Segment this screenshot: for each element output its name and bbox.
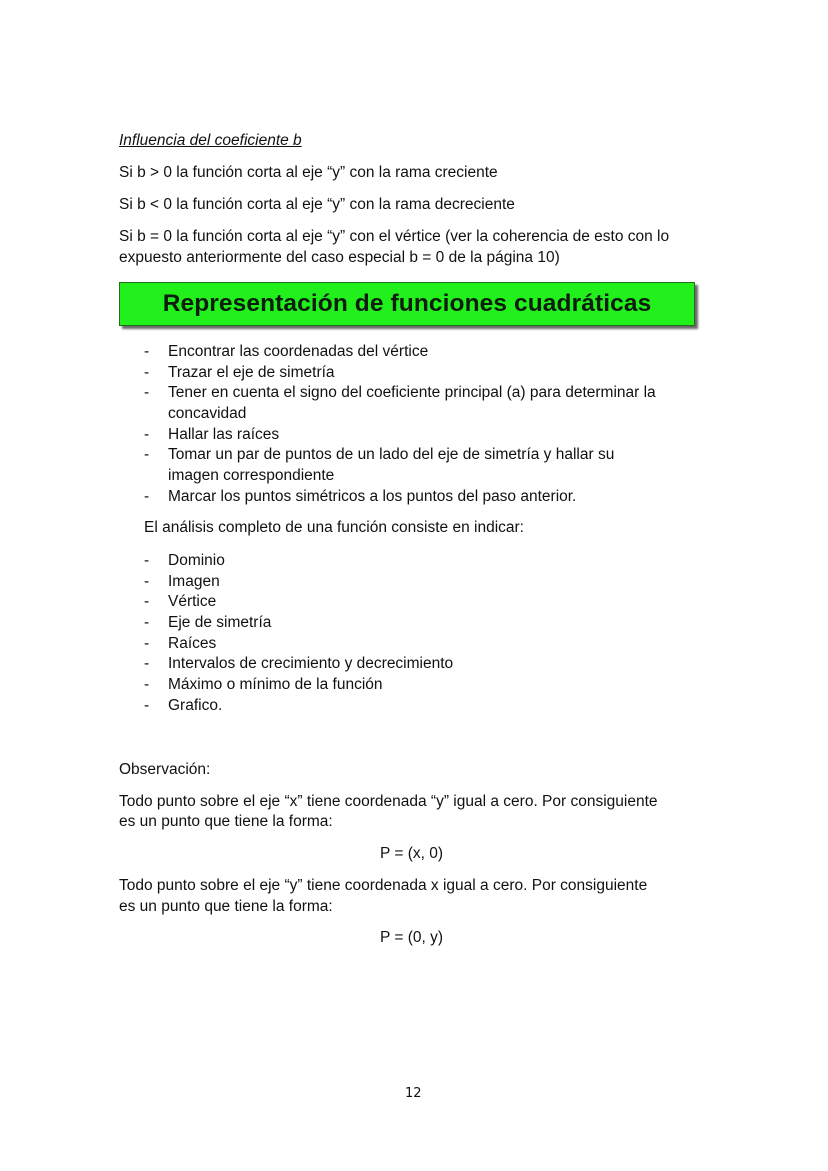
formula-y-axis-point: P = (0, y) [380,929,444,946]
observation-title: Observación: [119,761,211,778]
list-item: Marcar los puntos simétricos a los puntos del paso anterior. [168,488,577,505]
list-bullet: - [144,364,150,381]
observation-paragraph-1-line1: Todo punto sobre el eje “x” tiene coordenada “y” igual a cero. Por consiguiente [119,793,658,810]
list-bullet: - [144,676,150,693]
list-bullet: - [144,655,150,672]
list-item: Máximo o mínimo de la función [168,676,383,693]
list-item: Dominio [168,552,225,569]
banner-title: Representación de funciones cuadráticas [162,290,652,317]
paragraph-b-zero-line2: expuesto anteriormente del caso especial b = 0 de la página 10) [119,249,560,266]
list-bullet: - [144,697,150,714]
list-bullet: - [144,635,150,652]
list-item: Tener en cuenta el signo del coeficiente principal (a) para determinar la [168,384,656,401]
section-heading: Influencia del coeficiente b [119,132,302,149]
list-item: Raíces [168,635,217,652]
list-item: Imagen [168,573,220,590]
list-bullet: - [144,593,150,610]
list-item: Eje de simetría [168,614,272,631]
list-item: Trazar el eje de simetría [168,364,335,381]
paragraph-b-zero-line1: Si b = 0 la función corta al eje “y” con el vértice (ver la coherencia de esto con lo [119,228,670,245]
paragraph-b-positive: Si b > 0 la función corta al eje “y” con la rama creciente [119,164,498,181]
observation-paragraph-2-line1: Todo punto sobre el eje “y” tiene coordenada x igual a cero. Por consiguiente [119,877,648,894]
paragraph-b-negative: Si b < 0 la función corta al eje “y” con la rama decreciente [119,196,515,213]
page-number: 12 [405,1086,422,1101]
list-bullet: - [144,384,150,401]
observation-paragraph-2-line2: es un punto que tiene la forma: [119,898,333,915]
list-item: Intervalos de crecimiento y decrecimiento [168,655,454,672]
observation-paragraph-1-line2: es un punto que tiene la forma: [119,813,333,830]
list-bullet: - [144,573,150,590]
analysis-intro: El análisis completo de una función consiste en indicar: [144,519,524,536]
list-item: Grafico. [168,697,223,714]
list-item-continuation: concavidad [168,405,247,422]
list-item: Vértice [168,593,217,610]
list-item: Hallar las raíces [168,426,280,443]
list-bullet: - [144,552,150,569]
formula-x-axis-point: P = (x, 0) [380,845,444,862]
list-item-continuation: imagen correspondiente [168,467,335,484]
list-item: Tomar un par de puntos de un lado del eje de simetría y hallar su [168,446,615,463]
list-bullet: - [144,614,150,631]
list-bullet: - [144,426,150,443]
list-bullet: - [144,343,150,360]
section-banner [119,282,695,326]
list-item: Encontrar las coordenadas del vértice [168,343,429,360]
list-bullet: - [144,446,150,463]
list-bullet: - [144,488,150,505]
